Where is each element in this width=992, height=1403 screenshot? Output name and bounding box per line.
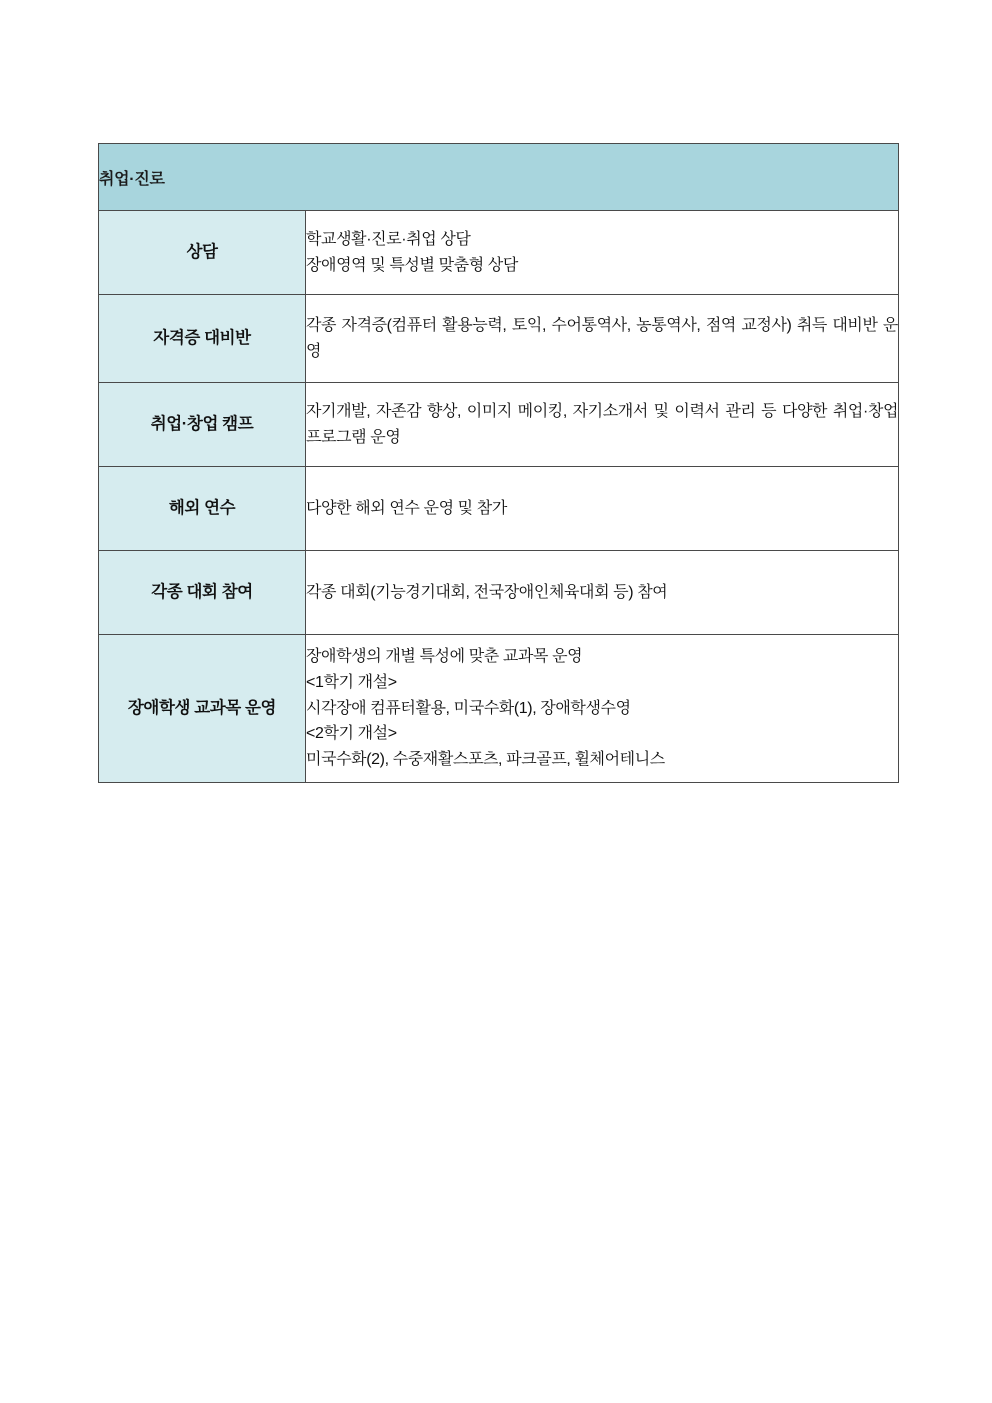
row-content-employment-startup-camp bbox=[306, 383, 903, 467]
table-row bbox=[99, 383, 899, 467]
row-label-certificate-class: 자격증 대비반 bbox=[99, 295, 306, 383]
content-line: <1학기 개설> bbox=[306, 673, 397, 691]
row-label-overseas-training: 해외 연수 bbox=[99, 467, 306, 551]
row-content-competition-participation bbox=[306, 551, 899, 635]
content-line: 각종 자격증(컴퓨터 활용능력, 토익, 수어통역사, 농통역사, 점역 교정사) 취득 대비반 운영 bbox=[306, 316, 898, 360]
content-line: <2학기 개설> bbox=[306, 725, 397, 743]
table-row bbox=[99, 467, 899, 551]
table-row bbox=[99, 635, 899, 783]
content-line: 장애학생의 개별 특성에 맞춘 교과목 운영 bbox=[306, 647, 583, 665]
table-row bbox=[99, 295, 899, 383]
table-row bbox=[99, 211, 899, 295]
row-content-counseling bbox=[306, 211, 899, 295]
content-line: 학교생활·진로·취업 상담 bbox=[306, 230, 471, 248]
row-label-competition-participation: 각종 대회 참여 bbox=[99, 551, 306, 635]
row-content-disabled-student-courses bbox=[306, 635, 899, 783]
row-label-employment-startup-camp: 취업·창업 캠프 bbox=[99, 383, 306, 467]
table-row bbox=[99, 551, 899, 635]
program-table bbox=[98, 143, 903, 783]
row-content-certificate-class bbox=[306, 295, 899, 383]
row-label-counseling: 상담 bbox=[99, 211, 306, 295]
content-line: 시각장애 컴퓨터활용, 미국수화(1), 장애학생수영 bbox=[306, 699, 631, 717]
table-header-row bbox=[99, 144, 899, 211]
content-line: 다양한 해외 연수 운영 및 참가 bbox=[306, 499, 507, 517]
content-line: 미국수화(2), 수중재활스포츠, 파크골프, 휠체어테니스 bbox=[306, 751, 665, 769]
table-title: 취업·진로 bbox=[99, 144, 899, 211]
content-line: 장애영역 및 특성별 맞춤형 상담 bbox=[306, 256, 518, 274]
content-line: 자기개발, 자존감 향상, 이미지 메이킹, 자기소개서 및 이력서 관리 등 다양한 취업·창업 프로그램 운영 bbox=[306, 402, 903, 446]
row-label-disabled-student-courses: 장애학생 교과목 운영 bbox=[99, 635, 306, 783]
content-line: 각종 대회(기능경기대회, 전국장애인체육대회 등) 참여 bbox=[306, 583, 668, 601]
row-content-overseas-training bbox=[306, 467, 899, 551]
